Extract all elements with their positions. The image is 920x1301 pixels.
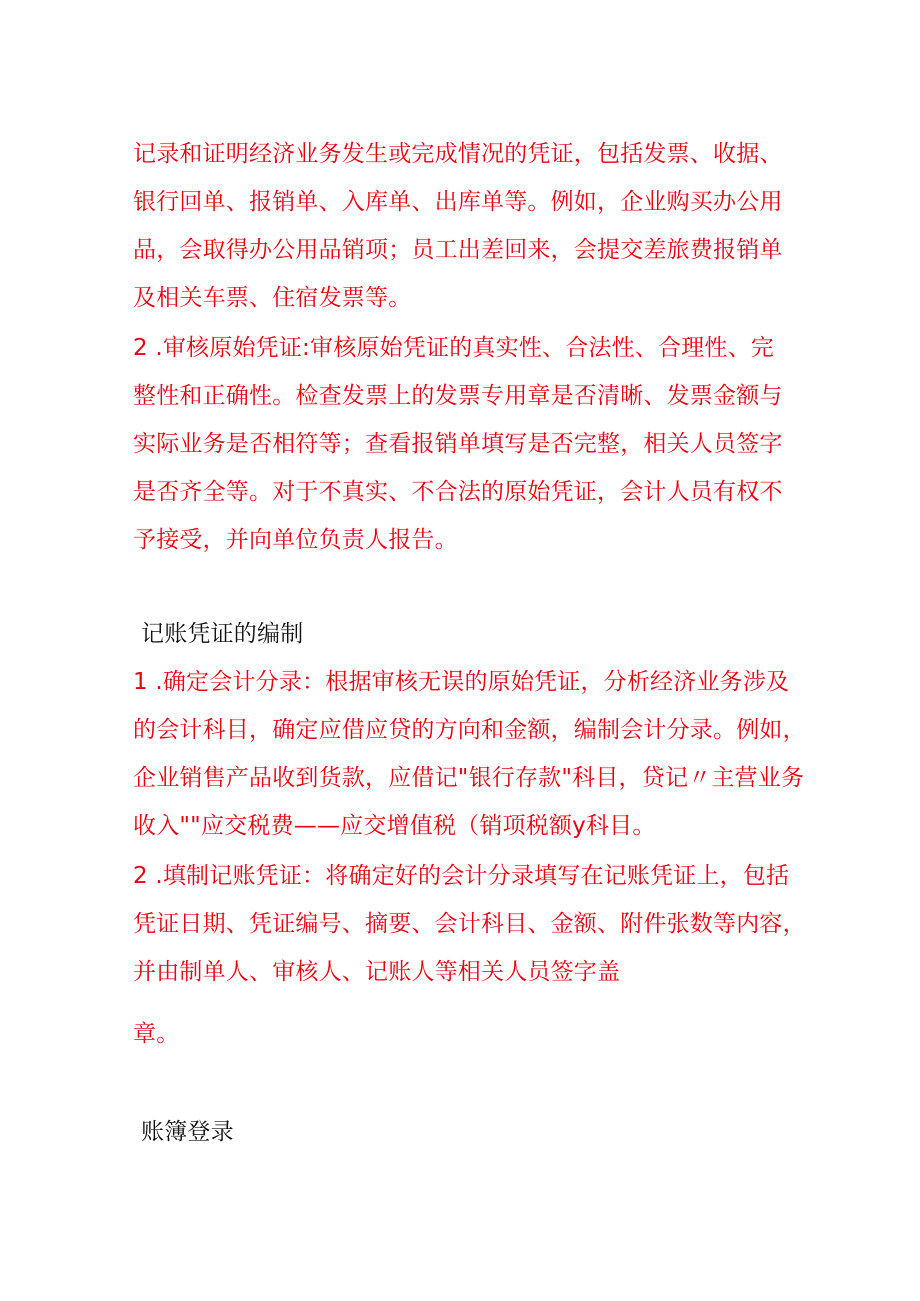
- paragraph-3-line-1: 1 .确定会计分录：根据审核无误的原始凭证，分析经济业务涉及: [133, 669, 790, 695]
- paragraph-2-line-4: 是否齐全等。对于不真实、不合法的原始凭证，会计人员有权不: [133, 479, 783, 505]
- section-heading-voucher: 记账凭证的编制: [141, 621, 304, 647]
- paragraph-3-line-3: 企业销售产品收到货款，应借记"银行存款"科目，贷记〃主营业务: [133, 765, 805, 791]
- paragraph-4-line-2: 凭证日期、凭证编号、摘要、会计科目、金额、附件张数等内容，: [133, 911, 806, 937]
- paragraph-4-line-3: 并由制单人、审核人、记账人等相关人员签字盖: [133, 959, 621, 985]
- paragraph-2-line-5: 予接受，并向单位负责人报告。: [133, 527, 458, 553]
- paragraph-2-line-1: 2 .审核原始凭证:审核原始凭证的真实性、合法性、合理性、完: [133, 335, 775, 361]
- paragraph-1-line-4: 及相关车票、住宿发票等。: [133, 285, 412, 311]
- paragraph-3-line-4: 收入""应交税费——应交增值税（销项税额y科目。: [133, 813, 656, 839]
- paragraph-4-line-4: 章。: [133, 1021, 180, 1047]
- paragraph-3-line-2: 的会计科目，确定应借应贷的方向和金额，编制会计分录。例如，: [133, 717, 806, 743]
- section-heading-ledger: 账簿登录: [141, 1119, 234, 1145]
- paragraph-1-line-2: 银行回单、报销单、入库单、出库单等。例如，企业购买办公用: [133, 189, 783, 215]
- paragraph-1-line-1: 记录和证明经济业务发生或完成情况的凭证，包括发票、收据、: [133, 141, 783, 167]
- paragraph-2-line-2: 整性和正确性。检查发票上的发票专用章是否清晰、发票金额与: [133, 383, 783, 409]
- paragraph-2-line-3: 实际业务是否相符等；查看报销单填写是否完整，相关人员签字: [133, 431, 783, 457]
- paragraph-1-line-3: 品，会取得办公用品销项；员工出差回来，会提交差旅费报销单: [133, 237, 783, 263]
- paragraph-4-line-1: 2 .填制记账凭证：将确定好的会计分录填写在记账凭证上，包括: [133, 863, 790, 889]
